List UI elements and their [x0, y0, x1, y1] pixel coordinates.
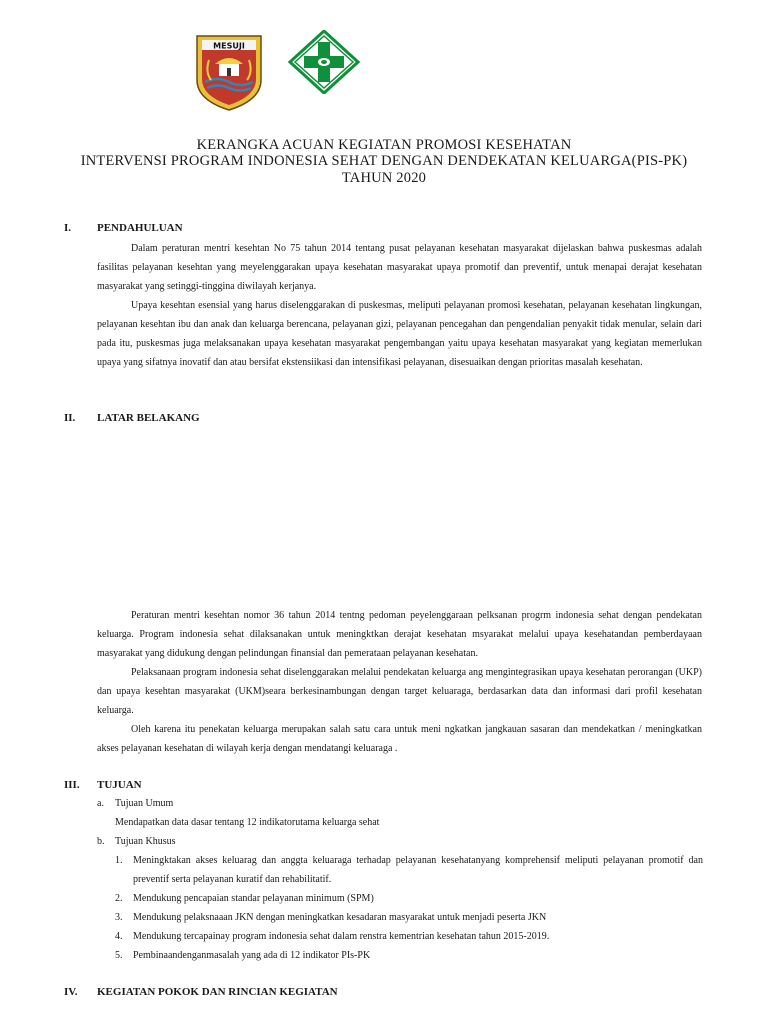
- mesuji-emblem-logo: [193, 34, 265, 112]
- section-label: LATAR BELAKANG: [97, 412, 200, 424]
- document-title-line-1: KERANGKA ACUAN KEGIATAN PROMOSI KESEHATAN: [196, 137, 572, 153]
- section-number: III.: [64, 779, 80, 791]
- paragraph-latar-2: Pelaksanaan program indonesia sehat diselenggarakan melalui pendekatan keluarga ang mengintegrasikan upaya kesehatan perorangan (UKP) dan upaya kesehtan masyarakat (UKM)seara berkesinambungan dengan target keluaraga, berdasarkan data dan informasi dari profil kesehatan keluarga.: [97, 667, 702, 716]
- paragraph-latar-1: Peraturan mentri kesehtan nomor 36 tahun 2014 tentng pedoman peyelenggaraan pelksanan progrm indonesia sehat dengan pendekatan keluarga. Program indonesia sehat dilaksanakan untuk meningktkan derajat kesehatan msyarakat melalui upaya kesehatandan pemberdayaan masyarakat yang didukung dengan pelindungan finansial dan pemerataan pelayanan kesehatan.: [97, 610, 702, 659]
- paragraph-pendahuluan-2: Upaya kesehtan esensial yang harus diselenggarakan di puskesmas, meliputi pelayanan promosi kesehatan, pelayanan kesehatan lingkungan, pelayanan kesehtan ibu dan anak dan keluarga berencana, pelayanan gizi, pelayanan pencegahan dan pengendalian penyakit tidak menular, selain dari pada itu, puskesmas juga melaksanakan upaya kesehatan masyarakat pengembangan yaitu upaya kesehatan masyarakat yang kegiatan memerlukan upaya yang sifatnya inovatif dan atau bersifat ekstensiikasi dan intensifikasi pelayanan, disesuaikan dengan prioritas masalah kesehatan.: [97, 300, 702, 368]
- tujuan-umum-text: Mendapatkan data dasar tentang 12 indikatorutama keluarga sehat: [115, 817, 380, 828]
- document-title-line-3: TAHUN 2020: [341, 170, 427, 186]
- paragraph-pendahuluan-1: Dalam peraturan mentri kesehtan No 75 tahun 2014 tentang pusat pelayanan kesehatan masyarakat dijelaskan bahwa puskesmas adalah fasilitas pelayanan kesehtan yang meyelenggarakan upaya kesehatan masyarakat upaya promotif dan preventif, untuk menapai derajat kesehatan masyarakat yang setinggi-tinggina diwilayah kerjanya.: [97, 243, 702, 292]
- section-number: II.: [64, 412, 76, 424]
- mesuji-logo-text: MESUJI: [213, 41, 245, 51]
- document-page: MESUJI KERANGKA ACUAN KEGIATAN PROMOSI KESEHATAN INTERVENSI PROGRAM INDONESIA SEHAT DENGAN DENDEKATAN KELUARGA(PIS-PK) TAHUN 2020 I. PENDAHULUAN Dalam peraturan mentri kesehtan No 75 tahun 2014 tentang pusat pelayanan kesehatan masyarakat dijelaskan bahwa puskesmas adalah fasilitas pelayanan kesehtan yang meyelenggarakan upaya kesehatan masyarakat upaya promotif dan preventif, untuk menapai derajat kesehatan masyarakat yang setinggi-tinggina diwilayah kerjanya. Upaya kesehtan esensial yang harus diselenggarakan di puskesmas, meliputi pelayanan promosi kesehatan, pelayanan kesehatan lingkungan, pelayanan kesehtan ibu dan anak dan keluarga berencana, pelayanan gizi, pelayanan pencegahan dan pengendalian penyakit tidak menular, selain dari pada itu, puskesmas juga melaksanakan upaya kesehatan masyarakat pengembangan yaitu upaya kesehatan masyarakat yang kegiatan memerlukan upaya yang sifatnya inovatif dan atau bersifat ekstensiikasi dan intensifikasi pelayanan, disesuaikan dengan prioritas masalah kesehatan. II. LATAR BELAKANG Peraturan mentri kesehtan nomor 36 tahun 2014 tentng pedoman peyelenggaraan pelksanan progrm indonesia sehat dengan pendekatan keluarga. Program indonesia sehat dilaksanakan untuk meningktkan derajat kesehatan msyarakat melalui upaya kesehatandan pemberdayaan masyarakat yang didukung dengan pelindungan finansial dan pemerataan pelayanan kesehatan. Pelaksanaan program indonesia sehat diselenggarakan melalui pendekatan keluarga ang mengintegrasikan upaya kesehatan perorangan (UKP) dan upaya kesehtan masyarakat (UKM)seara berkesinambungan dengan target keluaraga, berdasarkan data dan informasi dari profil kesehatan keluarga. Oleh karena itu penekatan keluarga merupakan salah satu cara untuk meni ngkatkan jangkauan sasaran dan mendekatkan / meningkatkan akses pelayanan kesehatan di wilayah kerja dengan mendatangi keluaraga . III. TUJUAN a. Tujuan Umum Mendapatkan data dasar tentang 12 indikatorutama keluarga sehat b. Tujuan Khusus 1. Meningktakan akses keluarag dan anggta keluaraga terhadap pelayanan kesehatanyang komprehensif meliputi pelayanan promotif dan preventif serta pelayanan kuratif dan rehabilitatif. 2. Mendukung pencapaian standar pelayanan minimum (SPM) 3. Mendukung pelaksnaaan JKN dengan meningkatkan kesadaran masyarakat untuk menjadi peserta JKN 4. Mendukung tercapainay program indonesia sehat dalam renstra kementrian kesehatan tahun 2015-2019. 5. Pembinaandenganmasalah yang ada di 12 indikator PIs-PK IV. KEGIATAN POKOK DAN RINCIAN KEGIATAN: [0, 0, 768, 1024]
- health-ministry-logo: [288, 30, 360, 94]
- section-label: TUJUAN: [97, 779, 142, 791]
- document-title-line-2: INTERVENSI PROGRAM INDONESIA SEHAT DENGAN DENDEKATAN KELUARGA(PIS-PK): [80, 153, 688, 169]
- section-label: KEGIATAN POKOK DAN RINCIAN KEGIATAN: [97, 986, 338, 998]
- section-label: PENDAHULUAN: [97, 222, 183, 234]
- section-number: I.: [64, 222, 72, 234]
- section-number: IV.: [64, 986, 78, 998]
- paragraph-latar-3: Oleh karena itu penekatan keluarga merupakan salah satu cara untuk meni ngkatkan jangkauan sasaran dan mendekatkan / meningkatkan akses pelayanan kesehatan di wilayah kerja dengan mendatangi keluaraga .: [97, 724, 702, 754]
